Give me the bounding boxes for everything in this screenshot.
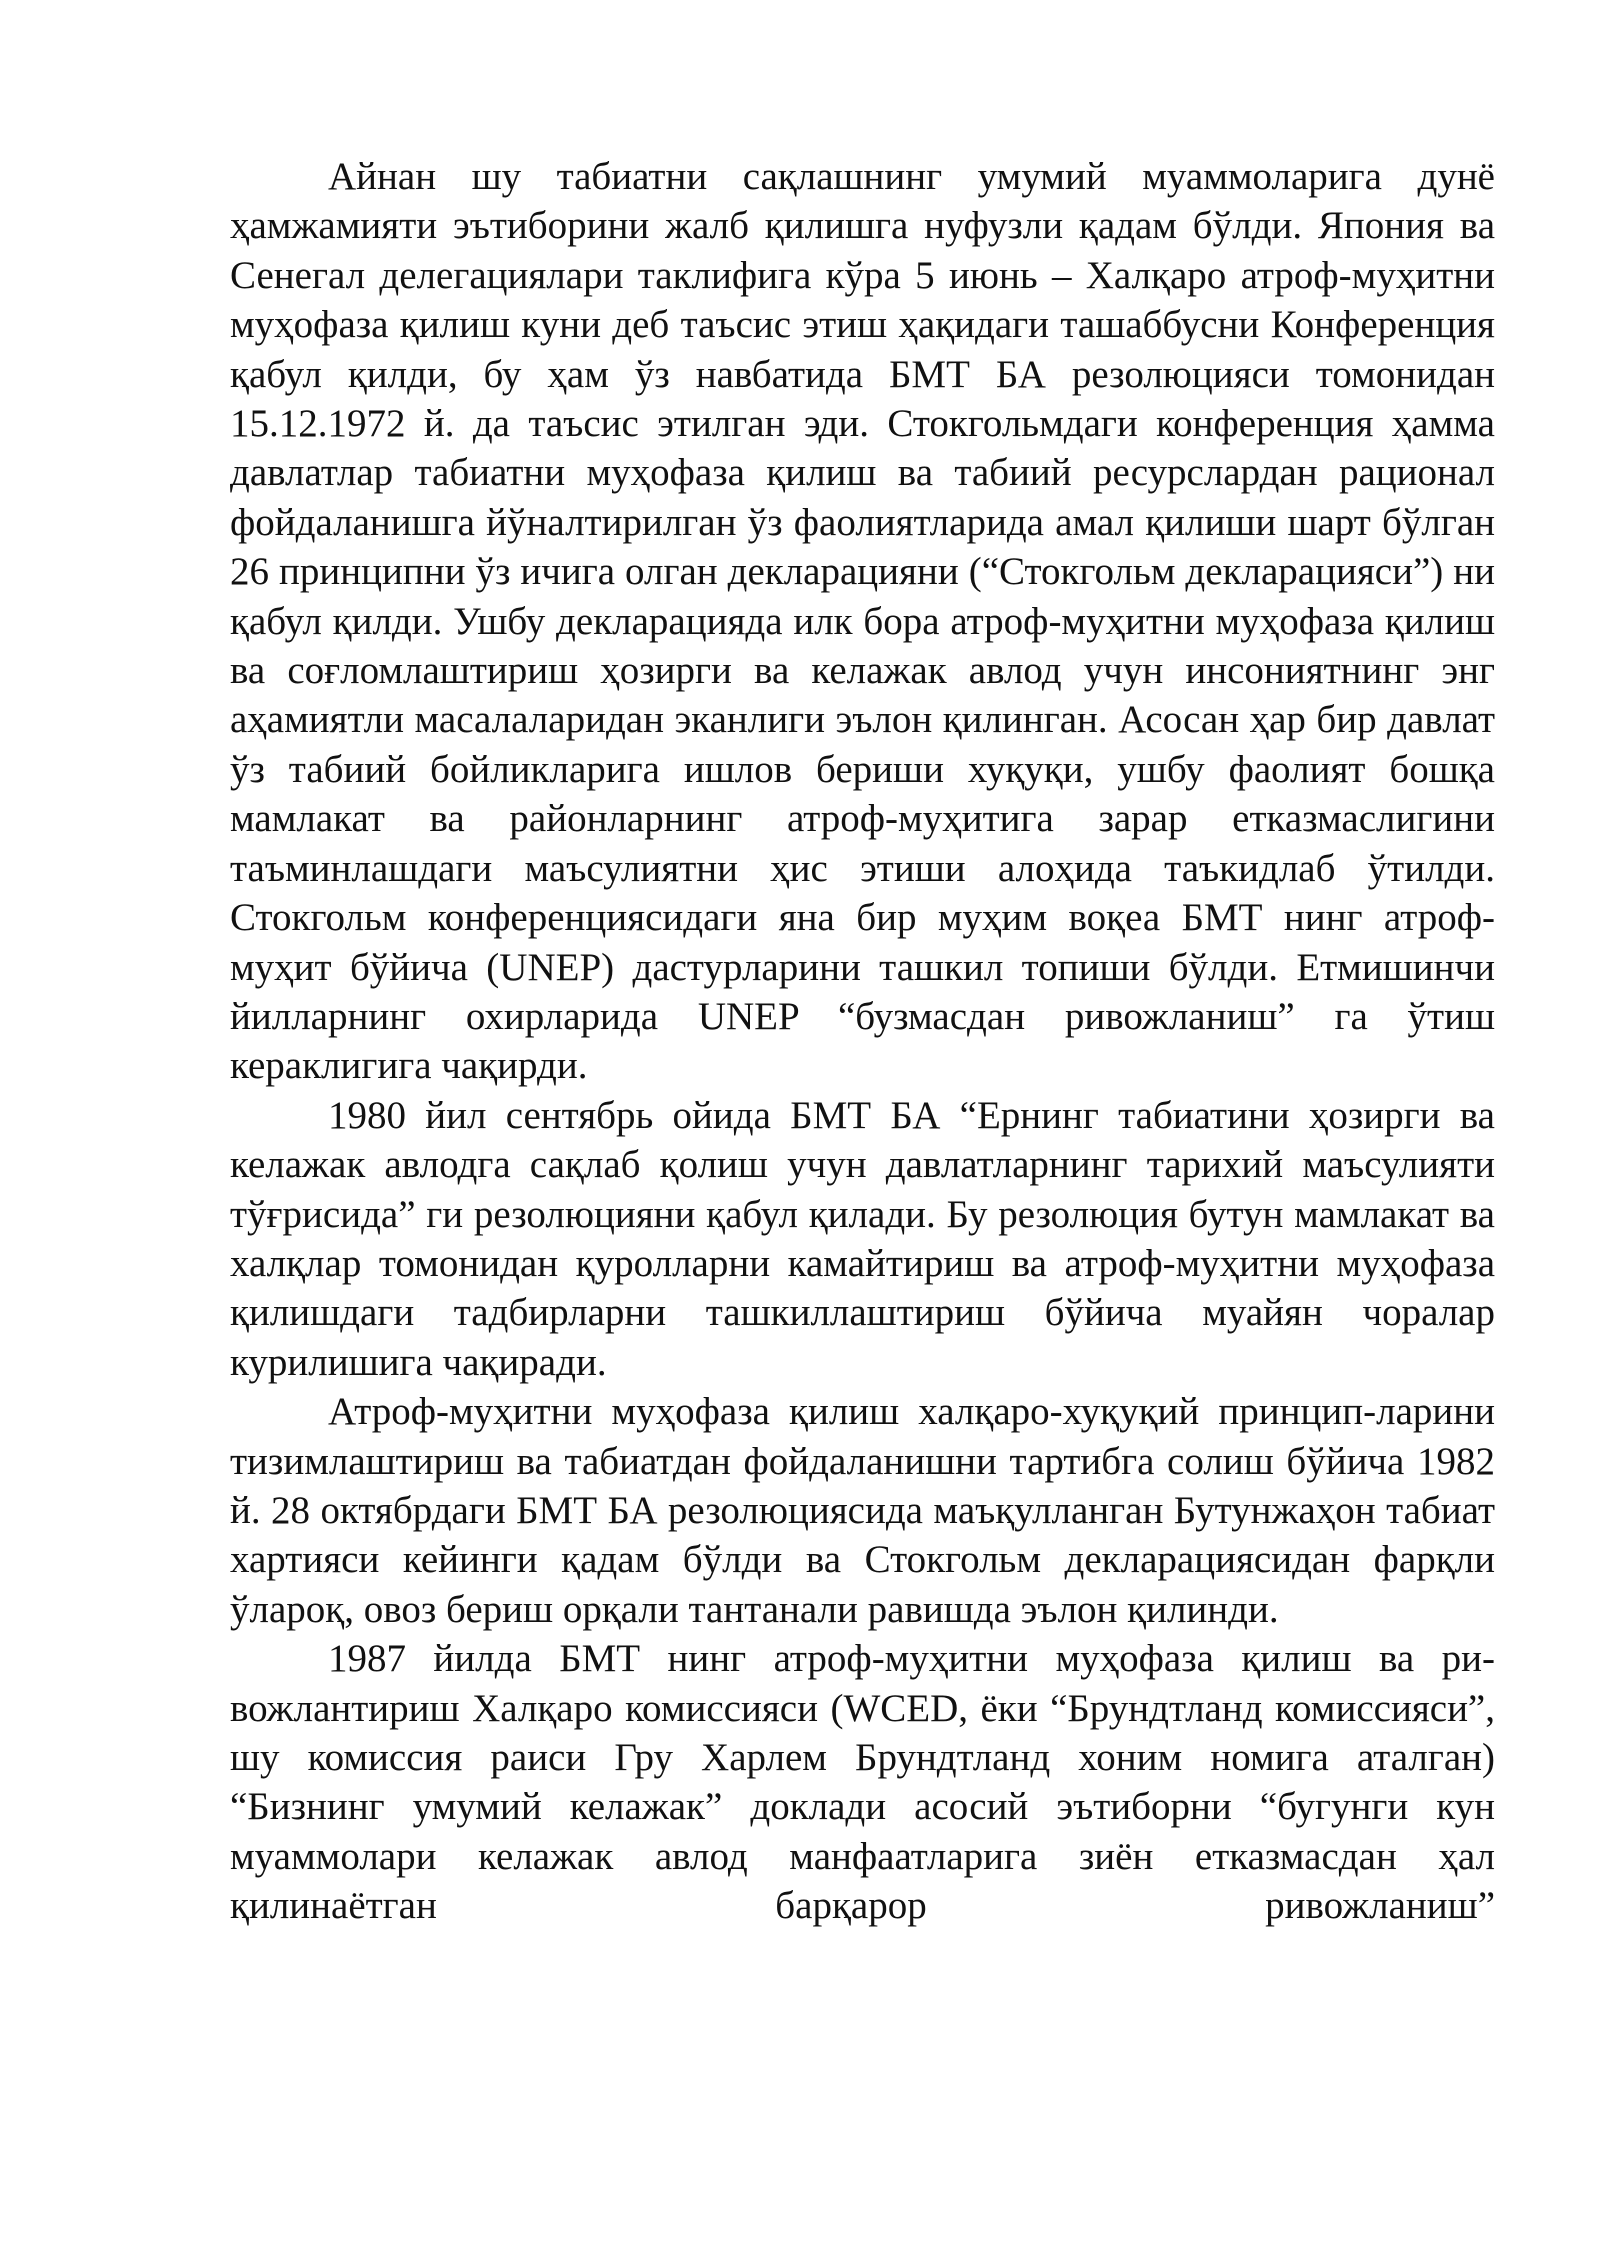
paragraph-world-charter-for-nature: Атроф-муҳитни муҳофаза қилиш халқаро-хуқуқий принцип-ларини тизимлаштириш ва табиатдан фойдаланишни тартибга солиш бўйича 1982 й. 28 октябрдаги БМТ БА резолюциясида маъқулланган Бутунжаҳон табиат хартияси кейинги қадам бўлди ва Стокгольм декларациясидан фарқли ўлароқ, овоз бериш орқали тантанали равишда эълон қилинди. (230, 1390, 1495, 1631)
document-page (230, 152, 1495, 1931)
paragraph-brundtland-commission: 1987 йилда БМТ нинг атроф-муҳитни муҳофаза қилиш ва ри-вожлантириш Халқаро комиссияси (WCED, ёки “Брундтланд комиссияси”, шу комиссия раиси Гру Харлем Брундтланд хоним номига аталган) “Бизнинг умумий келажак” доклади асосий эътиборни “бугунги кун муаммолари келажак авлод манфаатларига зиён етказмасдан ҳал қилинаётган барқарор ривожланиш” (230, 1637, 1495, 1928)
paragraph-1980-resolution: 1980 йил сентябрь ойида БМТ БА “Ернинг табиатини ҳозирги ва келажак авлодга сақлаб қолиш учун давлатларнинг тарихий маъсулияти тўғрисида” ги резолюцияни қабул қилади. Бу резолюция бутун мамлакат ва халқлар томонидан қуролларни камайтириш ва атроф-муҳитни муҳофаза қилишдаги тадбирларни ташкиллаштириш бўйича муайян чоралар курилишига чақиради. (230, 1093, 1495, 1384)
paragraph-stockholm-conference: Айнан шу табиатни сақлашнинг умумий муаммоларига дунё ҳамжамияти эътиборини жалб қилишга нуфузли қадам бўлди. Япония ва Сенегал делегациялари таклифига кўра 5 июнь – Халқаро атроф-муҳитни муҳофаза қилиш куни деб таъсис этиш ҳақидаги ташаббусни Конференция қабул қилди, бу ҳам ўз навбатида БМТ БА резолюцияси томонидан 15.12.1972 й. да таъсис этилган эди. Стокгольмдаги конференция ҳамма давлатлар табиатни муҳофаза қилиш ва табиий ресурслардан рационал фойдаланишга йўналтирилган ўз фаолиятларида амал қилиши шарт бўлган 26 принципни ўз ичига олган декларацияни (“Стокгольм декларацияси”) ни қабул қилди. Ушбу декларацияда илк бора атроф-муҳитни муҳофаза қилиш ва соғломлаштириш ҳозирги ва келажак авлод учун инсониятнинг энг аҳамиятли масалаларидан эканлиги эълон қилинган. Асосан ҳар бир давлат ўз табиий бойликларига ишлов бериши хуқуқи, ушбу фаолият бошқа мамлакат ва районларнинг атроф-муҳитига зарар етказмаслигини таъминлашдаги маъсулиятни ҳис этиши алоҳида таъкидлаб ўтилди. Стокгольм конференциясидаги яна бир муҳим воқеа БМТ нинг атроф-муҳит бўйича (UNEP) дастурларини ташкил топиши бўлди. Етмишинчи йилларнинг охирларида UNEP “бузмасдан ривожланиш” га ўтиш кераклигига чақирди. (230, 155, 1495, 1088)
